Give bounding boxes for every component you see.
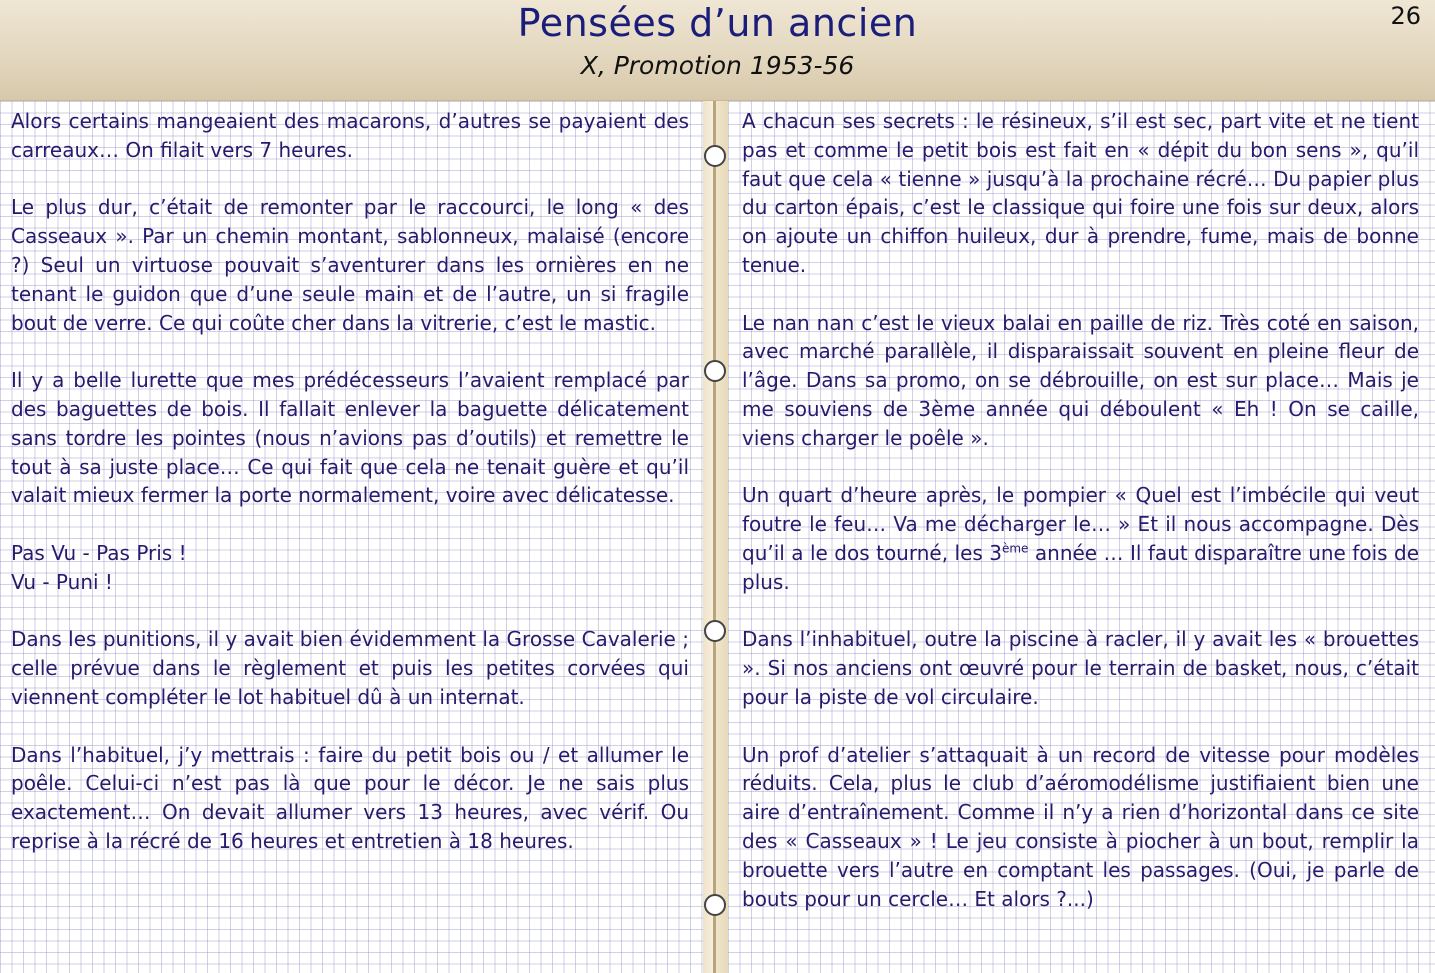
right-column bbox=[742, 107, 1419, 942]
spine-line bbox=[713, 101, 716, 973]
binder-ring-icon bbox=[704, 360, 726, 382]
page-header bbox=[0, 0, 1435, 101]
paragraph: Dans l’inhabituel, outre la piscine à racler, il y avait les « brouettes ». Si nos anciens ont œuvré pour le terrain de basket, nous, c’était pour la piste de vol circulaire. bbox=[742, 627, 1419, 709]
paragraph: Dans les punitions, il y avait bien évidemment la Grosse Cavalerie ; celle prévue dans le règlement et puis les petites corvées qui viennent compléter le lot habituel dû à un internat. bbox=[11, 627, 689, 709]
page-subtitle: X, Promotion 1953-56 bbox=[580, 51, 855, 80]
text-span: Un quart d’heure après, le pompier « Quel est l’imbécile qui veut foutre le feu… Va me décharger le… » Et il nous accompagne. Dès qu’il a le dos tourné, les 3 bbox=[742, 483, 1419, 565]
binder-ring-icon bbox=[704, 894, 726, 916]
paragraph: Il y a belle lurette que mes prédécesseurs l’avaient remplacé par des baguettes de bois. Il fallait enlever la baguette délicatement sans tordre les pointes (nous n’avions pas d’outils) et remettre le tout à sa juste place… Ce qui fait que cela ne tenait guère et qu’il valait mieux fermer la porte normalement, voire avec délicatesse. bbox=[11, 368, 689, 508]
page-number: 26 bbox=[1390, 2, 1421, 30]
paragraph: Le nan nan c’est le vieux balai en paille de riz. Très coté en saison, avec marché parallèle, il disparaissait souvent en pleine fleur de l’âge. Dans sa promo, on se débrouille, on est sur place… Mais je me souviens de 3ème année qui déboulent « Eh ! On se caille, viens charger le poêle ». bbox=[742, 310, 1419, 450]
motto-line: Vu - Puni ! bbox=[11, 569, 113, 594]
paragraph: Le plus dur, c’était de remonter par le raccourci, le long « des Casseaux ». Par un chemin montant, sablonneux, malaisé (encore ?) Seul un virtuose pouvait s’aventurer dans les ornières en ne tenant le guidon que d’une seule main et de l’autre, un si fragile bout de verre. Ce qui coûte cher dans la vitrerie, c’est le mastic. bbox=[11, 195, 689, 335]
paragraph: Dans l’habituel, j’y mettrais : faire du petit bois ou / et allumer le poêle. Celui-ci n’est pas là que pour le décor. Je ne sais plus exactement… On devait allumer vers 13 heures, avec vérif. Ou reprise à la récré de 16 heures et entretien à 18 heures. bbox=[11, 742, 689, 853]
paragraph bbox=[742, 481, 1419, 596]
superscript: ème bbox=[1001, 541, 1029, 556]
binder-ring-icon bbox=[704, 145, 726, 167]
paragraph: Alors certains mangeaient des macarons, d’autres se payaient des carreaux… On filait vers 7 heures. bbox=[11, 109, 689, 162]
paragraph: A chacun ses secrets : le résineux, s’il est sec, part vite et ne tient pas et comme le petit bois est fait en « dépit du bon sens », qu’il faut que cela « tienne » jusqu’à la prochaine récré… Du papier plus du carton épais, c’est le classique qui foire une fois sur deux, alors on ajoute un chiffon huileux, dur à prendre, fume, mais de bonne tenue. bbox=[742, 109, 1419, 277]
paragraph: Un prof d’atelier s’attaquait à un record de vitesse pour modèles réduits. Cela, plus le club d’aéromodélisme justifiaient bien une aire d’entraînement. Comme il n’y a rien d’horizontal dans ce site des « Casseaux » ! Le jeu consiste à piocher à un bout, remplir la brouette vers l’autre en comptant les passages. (Oui, je parle de bouts pour un cercle… Et alors ?...) bbox=[742, 742, 1419, 911]
binder-ring-icon bbox=[704, 620, 726, 642]
motto-line: Pas Vu - Pas Pris ! bbox=[11, 540, 187, 565]
left-column bbox=[11, 107, 689, 885]
page-title: Pensées d’un ancien bbox=[517, 1, 918, 45]
text-span: année … Il faut disparaître une fois de plus. bbox=[742, 540, 1419, 594]
